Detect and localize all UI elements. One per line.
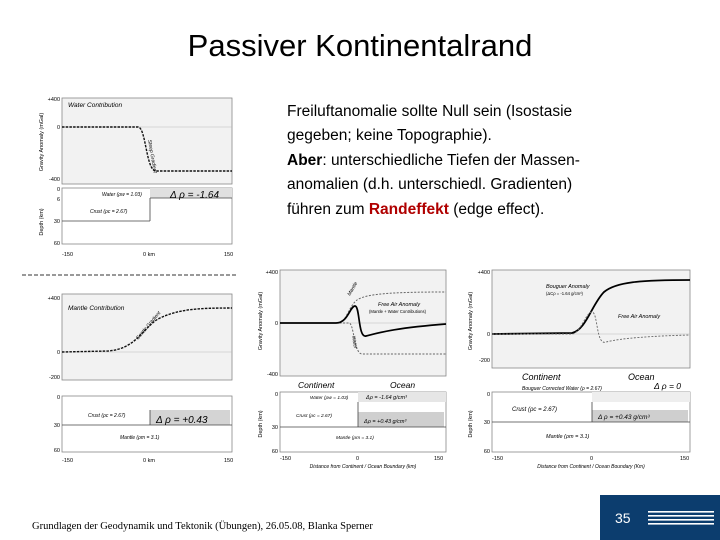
water-g-tick-zero: 0 <box>56 125 60 131</box>
free-air-g-tick-bottom: -400 <box>266 372 278 378</box>
water-contribution-title: Water Contribution <box>68 102 123 109</box>
slide-footer: Grundlagen der Geodynamik und Tektonik (Übungen), 26.05.08, Blanka Sperner <box>32 521 373 532</box>
bouguer-g-tick-top: +400 <box>477 270 490 276</box>
water-x-tick-zero: 0 km <box>143 252 155 258</box>
text-line-5 <box>287 198 707 222</box>
mantle-delta-rho: Δ ρ = +0.43 <box>156 415 208 426</box>
water-x-tick-right: 150 <box>224 252 234 258</box>
bouguer-g-tick-bottom: -200 <box>478 358 490 364</box>
text-line-5-pre: führen zum <box>287 200 369 218</box>
free-air-continent: Continent <box>298 380 335 390</box>
free-air-water-label: Water (ρw = 1.03) <box>310 396 349 401</box>
bouguer-anomaly-sub: (ΔCρ = -1.64 g/cm³) <box>546 291 583 296</box>
water-layer-label: Water (ρw = 1.03) <box>102 192 142 198</box>
slide-title: Passiver Kontinentalrand <box>187 28 533 63</box>
free-air-d-tick-30: 30 <box>271 425 278 431</box>
free-air-crust-label: Crust (ρc = 2.67) <box>296 414 332 419</box>
bouguer-corrected-water-layer <box>592 392 690 402</box>
text-line-4: anomalien (d.h. unterschiedl. Gradienten) <box>287 176 573 194</box>
free-air-x-tick-right: 150 <box>434 456 444 462</box>
bouguer-crust-label: Crust (ρc = 2.67) <box>512 407 557 413</box>
mantle-d-tick-60: 60 <box>53 448 60 454</box>
free-air-g-tick-top: +400 <box>265 270 278 276</box>
bouguer-anomaly-label: Bouguer Anomaly <box>546 284 590 290</box>
bouguer-x-tick-right: 150 <box>680 456 690 462</box>
bouguer-d-tick-60: 60 <box>483 449 490 455</box>
free-air-water-delta: Δρ = -1.64 g/cm³ <box>366 395 407 401</box>
water-g-tick-bottom: -400 <box>48 177 60 183</box>
bouguer-free-air-label: Free Air Anomaly <box>618 314 661 320</box>
water-g-tick-top: +400 <box>47 97 60 103</box>
water-gravity-axis-label: Gravity Anomaly (mGal) <box>39 112 45 172</box>
bouguer-mantle-delta: Δ ρ = +0.43 g/cm³ <box>598 414 650 421</box>
free-air-x-tick-left: -150 <box>280 456 292 462</box>
text-line-5-post: (edge effect). <box>448 200 545 218</box>
bouguer-x-tick-zero: 0 <box>590 456 594 462</box>
figure-water-contribution <box>38 92 248 270</box>
bouguer-depth-axis-label: Depth (km) <box>468 410 474 438</box>
free-air-x-tick-zero: 0 <box>356 456 360 462</box>
water-crust-label: Crust (ρc = 2.67) <box>90 209 128 215</box>
bouguer-g-tick-zero: 0 <box>486 332 490 338</box>
water-x-tick-left: -150 <box>62 252 74 258</box>
text-line-3 <box>287 149 707 173</box>
mantle-d-tick-30: 30 <box>53 423 60 429</box>
free-air-water-curve-label: Water <box>350 335 359 350</box>
bouguer-x-tick-left: -150 <box>492 456 504 462</box>
mantle-x-tick-right: 150 <box>224 458 234 464</box>
text-aber: Aber <box>287 151 323 169</box>
free-air-depth-axis-label: Depth (km) <box>258 410 264 438</box>
bouguer-gravity-axis-label: Gravity Anomaly (mGal) <box>468 291 474 351</box>
bouguer-delta-zero: Δ ρ = 0 <box>654 381 682 391</box>
mantle-d-tick-0: 0 <box>56 395 60 401</box>
water-d-tick-0: 0 <box>56 187 60 193</box>
free-air-gravity-axis-label: Gravity Anomaly (mGal) <box>258 291 264 351</box>
mantle-contribution-title: Mantle Contribution <box>68 305 125 312</box>
mantle-crust-label: Crust (ρc = 2.67) <box>88 413 126 419</box>
slide-body-text <box>287 100 707 222</box>
free-air-d-tick-0: 0 <box>274 392 278 398</box>
free-air-g-tick-zero: 0 <box>274 321 278 327</box>
bouguer-x-axis-label: Distance from Continent / Ocean Boundary (Km) <box>537 464 645 470</box>
text-randeffekt: Randeffekt <box>368 200 449 218</box>
free-air-d-tick-60: 60 <box>271 449 278 455</box>
figure-free-air-anomaly <box>254 266 452 472</box>
mantle-g-tick-bottom: -200 <box>48 375 60 381</box>
bouguer-ocean: Ocean <box>628 372 655 382</box>
mantle-layer-label: Mantle (ρm = 3.1) <box>120 435 160 441</box>
page-number: 35 <box>615 510 631 526</box>
bouguer-d-tick-30: 30 <box>483 420 490 426</box>
figure-bouguer-anomaly <box>462 266 696 472</box>
text-line-3-rest: : unterschiedliche Tiefen der Massen- <box>322 151 580 169</box>
water-delta-rho: Δ ρ = -1.64 <box>170 190 220 201</box>
text-line-2: gegeben; keine Topographie). <box>287 127 492 145</box>
bouguer-continent: Continent <box>522 372 561 382</box>
water-d-tick-60: 60 <box>53 241 60 247</box>
free-air-mantle-label: Mantle (ρm = 3.1) <box>336 436 374 441</box>
mantle-curve-label: Gentle Gradient <box>134 310 163 342</box>
logo-stripes-icon <box>648 509 714 529</box>
mantle-x-tick-zero: 0 km <box>143 458 155 464</box>
free-air-x-axis-label: Distance from Continent / Ocean Boundary (km) <box>309 464 417 470</box>
mantle-g-tick-zero: 0 <box>56 350 60 356</box>
free-air-legend: Free Air Anomaly <box>378 302 421 308</box>
water-curve-label: Steep Gradient <box>146 139 158 174</box>
free-air-mantle-delta: Δρ = +0.43 g/cm³ <box>364 419 407 425</box>
water-depth-axis-label: Depth (km) <box>39 208 45 236</box>
figure-separator-line <box>20 270 240 280</box>
water-d-tick-30: 30 <box>53 219 60 225</box>
bouguer-corrected-water-label: Bouguer Corrected Water (ρ = 2.67) <box>522 386 602 392</box>
free-air-legend-sub: (Mantle + Water Contributions) <box>369 309 426 314</box>
mantle-g-tick-top: +400 <box>47 296 60 302</box>
water-d-tick-6: 6 <box>56 197 60 203</box>
bouguer-d-tick-0: 0 <box>486 392 490 398</box>
text-line-1: Freiluftanomalie sollte Null sein (Isostasie <box>287 103 573 120</box>
free-air-ocean: Ocean <box>390 380 416 390</box>
mantle-x-tick-left: -150 <box>62 458 74 464</box>
bouguer-mantle-label: Mantle (ρm = 3.1) <box>546 434 590 440</box>
figure-mantle-contribution <box>38 290 248 468</box>
free-air-mantle-curve-label: Mantle <box>346 280 360 297</box>
